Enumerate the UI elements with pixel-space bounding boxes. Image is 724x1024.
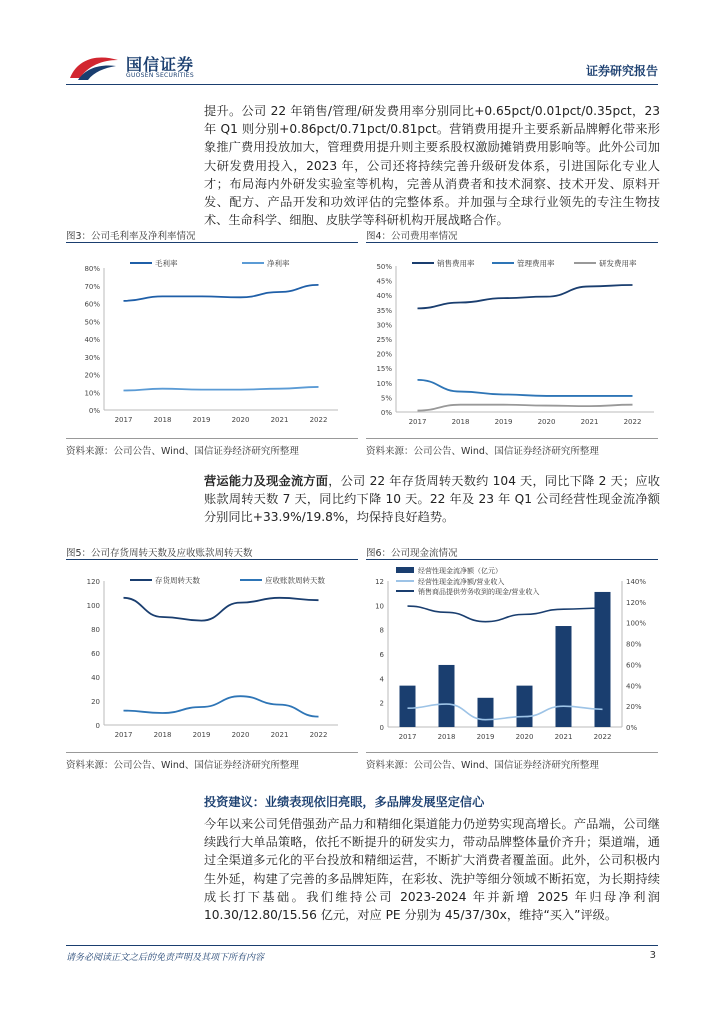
fig3-chart <box>66 246 358 436</box>
x-tick-label: 2022 <box>309 731 328 739</box>
x-tick-label: 2019 <box>476 733 495 741</box>
fig6-source: 资料来源：公司公告、Wind、国信证券经济研究所整理 <box>366 760 599 771</box>
x-tick-label: 2020 <box>231 416 250 424</box>
x-tick-label: 2017 <box>114 731 133 739</box>
legend-label: 研发费用率 <box>599 259 637 268</box>
cashflow-bar <box>439 665 455 727</box>
legend-label: 管理费用率 <box>517 259 555 268</box>
y-tick-label: 50% <box>376 263 392 271</box>
series-line <box>124 387 319 391</box>
fig3-source: 资料来源：公司公告、Wind、国信证券经济研究所整理 <box>66 446 299 457</box>
section-title-investment: 投资建议：业绩表现依旧亮眼，多品牌发展坚定信心 <box>204 795 485 809</box>
fig5-title: 图5：公司存货周转天数及应收账款周转天数 <box>66 548 253 559</box>
y-tick-label-right: 80% <box>626 640 642 649</box>
fig6-divider <box>366 559 658 560</box>
y-tick-label: 15% <box>376 365 392 374</box>
series-line <box>418 380 633 396</box>
series-line <box>124 696 319 716</box>
y-tick-label-right: 100% <box>626 619 647 628</box>
y-tick-label-left: 8 <box>379 626 384 635</box>
x-tick-label: 2018 <box>153 416 172 424</box>
y-tick-label-right: 120% <box>626 598 647 607</box>
y-tick-label: 10% <box>84 389 100 398</box>
y-tick-label: 40% <box>376 292 392 301</box>
legend-label: 经营性现金流净额/营业收入 <box>418 578 505 586</box>
legend-label: 净利率 <box>267 259 290 268</box>
legend-label: 销售商品提供劳务收到的现金/营业收入 <box>418 588 540 596</box>
y-tick-label: 60 <box>91 650 100 658</box>
y-tick-label-left: 2 <box>379 699 384 708</box>
x-tick-label: 2022 <box>309 416 328 424</box>
paragraph-expenses: 提升。公司 22 年销售/管理/研发费用率分别同比+0.65pct/0.01pct/0.35pct，23 年 Q1 则分别+0.86pct/0.71pct/0.81pct。营销费用提升主要系新品牌孵化带来形象推广费用投放加大，管理费用提升则主要系股权激励摊销费用影响等。此外公司加大研发费用投入，2023 年，公司还将持续完善升级研发体系，引进国际化专业人才；布局海内外研发实验室等机构，完善从消费者和技术洞察、技术开发、原料开发、配方、产品开发和功效评估的完整体系。并加强与全球行业领先的专注生物技术、生命科学、细胞、皮肤学等科研机构开展战略合作。 <box>204 104 660 228</box>
x-tick-label: 2019 <box>494 418 513 426</box>
fig3-divider <box>66 242 358 243</box>
x-tick-label: 2021 <box>580 418 599 426</box>
y-tick-label-right: 40% <box>626 682 642 691</box>
series-line <box>418 405 633 411</box>
x-tick-label: 2018 <box>153 731 172 739</box>
paragraph-operations-body: ，公司 22 年存货周转天数约 104 天，同比下降 2 天；应收账款周转天数 7 天，同比约下降 10 天。22 年及 23 年 Q1 公司经营性现金流净额分别同比+33.9%/19.8%，均保持良好趋势。 <box>204 474 660 525</box>
fig3-source-divider <box>66 438 358 439</box>
series-line <box>418 285 633 308</box>
y-tick-label: 5% <box>380 394 392 403</box>
x-tick-label: 2021 <box>270 416 289 424</box>
y-tick-label: 0% <box>88 407 100 415</box>
x-tick-label: 2020 <box>537 418 556 426</box>
y-tick-label: 80 <box>91 626 100 634</box>
fig3-title: 图3：公司毛利率及净利率情况 <box>66 231 196 242</box>
logo-mark-icon <box>68 50 120 82</box>
logo <box>68 50 120 82</box>
x-tick-label: 2020 <box>231 731 250 739</box>
series-line <box>124 598 319 621</box>
x-tick-label: 2021 <box>554 733 573 741</box>
fig4-divider <box>366 242 658 243</box>
y-tick-label-right: 0% <box>626 724 638 732</box>
y-tick-label-left: 12 <box>375 578 384 586</box>
y-tick-label: 20 <box>91 698 100 706</box>
x-tick-label: 2019 <box>192 731 211 739</box>
x-tick-label: 2022 <box>623 418 642 426</box>
cashflow-bar <box>595 592 611 727</box>
fig6-source-divider <box>366 752 658 753</box>
fig4-source-divider <box>366 438 658 439</box>
cashflow-bar <box>556 626 572 727</box>
y-tick-label: 40% <box>84 336 100 344</box>
cashflow-bar <box>478 698 494 727</box>
footer-divider <box>66 945 658 946</box>
y-tick-label: 0 <box>95 722 100 730</box>
page-number: 3 <box>649 950 656 961</box>
x-tick-label: 2017 <box>408 418 427 426</box>
fig5-chart <box>66 563 358 747</box>
series-line <box>408 606 603 622</box>
paragraph-operations <box>204 472 660 527</box>
y-tick-label: 35% <box>376 306 392 315</box>
fig6-title: 图6：公司现金流情况 <box>366 548 458 559</box>
series-line <box>124 285 319 301</box>
x-tick-label: 2018 <box>451 418 470 426</box>
fig5-divider <box>66 559 358 560</box>
x-tick-label: 2018 <box>437 733 456 741</box>
footer-disclaimer: 请务必阅读正文之后的免责声明及其项下所有内容 <box>66 953 265 963</box>
fig4-source: 资料来源：公司公告、Wind、国信证券经济研究所整理 <box>366 446 599 457</box>
y-tick-label-left: 6 <box>379 651 384 659</box>
paragraph-investment: 今年以来公司凭借强劲产品力和精细化渠道能力仍逆势实现高增长。产品端，公司继续践行大单品策略，依托不断提升的研发实力，带动品牌整体量价齐升；渠道端，通过全渠道多元化的平台投放和精细运营，不断扩大消费者覆盖面。此外，公司积极内生外延，构建了完善的多品牌矩阵，在彩妆、洗护等细分领域不断拓宽，为长期持续成长打下基础。我们维持公司 2023-2024 年并新增 2025 年归母净利润 10.30/12.80/15.56 亿元，对应 PE 分别为 45/37/30x，维持“买入”评级。 <box>204 817 660 923</box>
y-tick-label: 30% <box>84 353 100 362</box>
y-tick-label: 120 <box>86 578 100 586</box>
y-tick-label: 70% <box>84 282 100 291</box>
y-tick-label-right: 140% <box>626 578 647 586</box>
y-tick-label: 45% <box>376 277 392 286</box>
fig5-source: 资料来源：公司公告、Wind、国信证券经济研究所整理 <box>66 760 299 771</box>
y-tick-label: 50% <box>84 318 100 327</box>
x-tick-label: 2017 <box>398 733 417 741</box>
legend-label: 经营性现金流净额（亿元） <box>418 567 502 575</box>
cashflow-bar <box>400 686 416 727</box>
header-divider <box>66 84 658 85</box>
x-tick-label: 2019 <box>192 416 211 424</box>
y-tick-label: 60% <box>84 300 100 309</box>
y-tick-label: 100 <box>86 602 100 610</box>
logo-name-en: GUOSEN SECURITIES <box>126 72 195 79</box>
legend-swatch <box>396 567 414 573</box>
x-tick-label: 2021 <box>270 731 289 739</box>
y-tick-label-left: 4 <box>379 675 384 684</box>
y-tick-label: 80% <box>84 265 100 273</box>
legend-label: 毛利率 <box>155 259 178 268</box>
y-tick-label-left: 10 <box>375 602 384 611</box>
x-tick-label: 2022 <box>593 733 612 741</box>
series-line <box>408 704 603 720</box>
report-type: 证券研究报告 <box>585 64 658 78</box>
fig4-title: 图4：公司费用率情况 <box>366 231 458 242</box>
y-tick-label: 0% <box>380 409 392 417</box>
y-tick-label: 30% <box>376 321 392 330</box>
y-tick-label: 20% <box>84 371 100 380</box>
x-tick-label: 2017 <box>114 416 133 424</box>
y-tick-label: 40 <box>91 674 100 682</box>
y-tick-label: 10% <box>376 379 392 388</box>
legend-label: 销售费用率 <box>437 259 475 268</box>
fig6-chart <box>366 563 658 747</box>
y-tick-label-right: 60% <box>626 661 642 670</box>
cashflow-bar <box>517 686 533 727</box>
logo-name-cn: 国信证券 <box>126 55 195 74</box>
fig4-chart <box>366 246 658 436</box>
y-tick-label: 20% <box>376 350 392 359</box>
legend-label: 应收账款周转天数 <box>265 576 325 585</box>
paragraph-operations-lead: 营运能力及现金流方面 <box>204 474 329 488</box>
x-tick-label: 2020 <box>515 733 534 741</box>
legend-label: 存货周转天数 <box>155 576 200 585</box>
fig5-source-divider <box>66 752 358 753</box>
y-tick-label-right: 20% <box>626 703 642 712</box>
y-tick-label: 25% <box>376 336 392 344</box>
y-tick-label-left: 0 <box>379 724 384 732</box>
